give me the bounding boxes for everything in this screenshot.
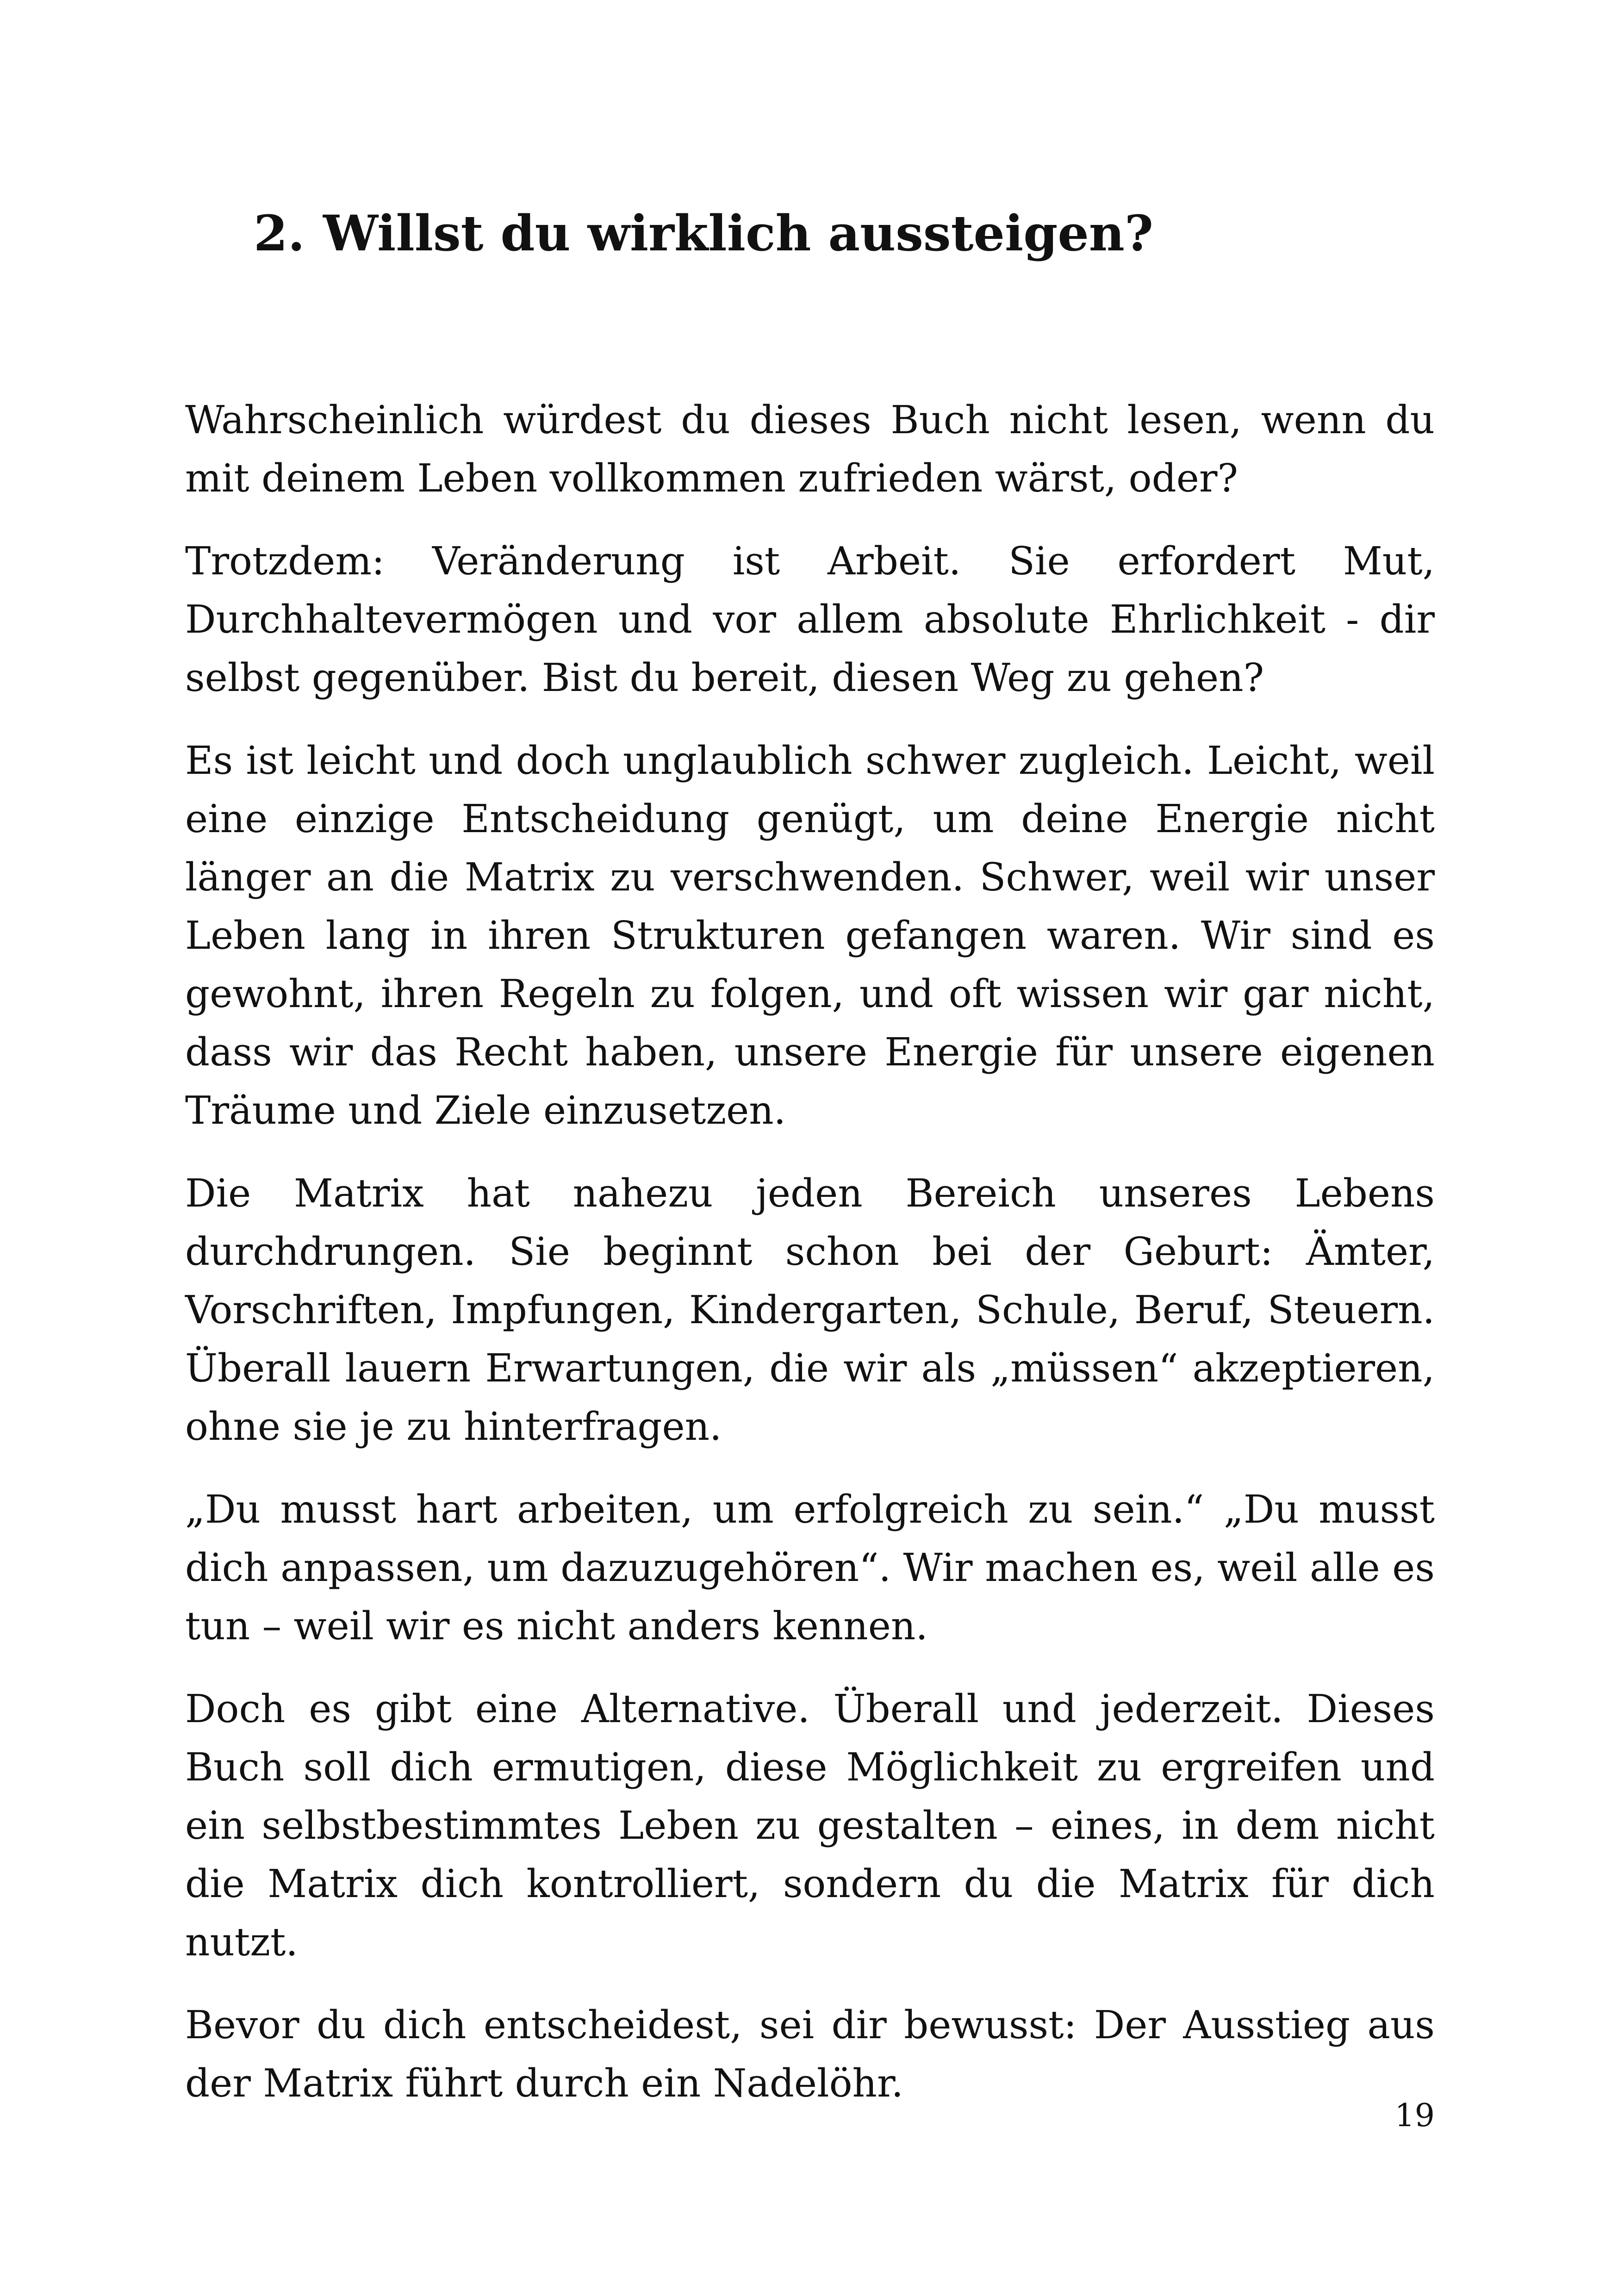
paragraph-7: Bevor du dich entscheidest, sei dir bewusst: Der Ausstieg aus der Matrix führt durch ein Nadelöhr. <box>185 2003 1435 2106</box>
paragraph-3: Es ist leicht und doch unglaublich schwer zugleich. Leicht, weil eine einzige Entscheidung genügt, um deine Energie nicht länger an die Matrix zu verschwenden. Schwer, weil wir unser Leben lang in ihren Strukturen gefangen waren. Wir sind es gewohnt, ihren Regeln zu folgen, und oft wissen wir gar nicht, dass wir das Recht haben, unsere Energie für unsere eigenen Träume und Ziele einzusetzen. <box>185 738 1435 1133</box>
paragraph-2: Trotzdem: Veränderung ist Arbeit. Sie erfordert Mut, Durchhaltevermögen und vor allem absolute Ehrlichkeit - dir selbst gegenüber. Bist du bereit, diesen Weg zu gehen? <box>185 539 1435 700</box>
chapter-title: Willst du wirklich aussteigen? <box>323 204 1153 262</box>
chapter-number: 2. <box>254 204 305 262</box>
paragraph-5: „Du musst hart arbeiten, um erfolgreich zu sein.“ „Du musst dich anpassen, um dazuzugehören“. Wir machen es, weil alle es tun – weil wir es nicht anders kennen. <box>185 1487 1435 1649</box>
paragraph-1: Wahrscheinlich würdest du dieses Buch nicht lesen, wenn du mit deinem Leben vollkommen zufrieden wärst, oder? <box>185 398 1435 501</box>
paragraph-6: Doch es gibt eine Alternative. Überall und jederzeit. Dieses Buch soll dich ermutigen, diese Möglichkeit zu ergreifen und ein selbstbestimmtes Leben zu gestalten – eines, in dem nicht die Matrix dich kontrolliert, sondern du die Matrix für dich nutzt. <box>185 1686 1435 1965</box>
paragraph-4: Die Matrix hat nahezu jeden Bereich unseres Lebens durchdrungen. Sie beginnt schon bei der Geburt: Ämter, Vorschriften, Impfungen, Kindergarten, Schule, Beruf, Steuern. Überall lauern Erwartungen, die wir als „müssen“ akzeptieren, ohne sie je zu hinterfragen. <box>185 1171 1435 1449</box>
body-text <box>185 391 1435 2137</box>
page-number: 19 <box>1394 2097 1435 2134</box>
chapter-heading <box>254 204 1153 262</box>
